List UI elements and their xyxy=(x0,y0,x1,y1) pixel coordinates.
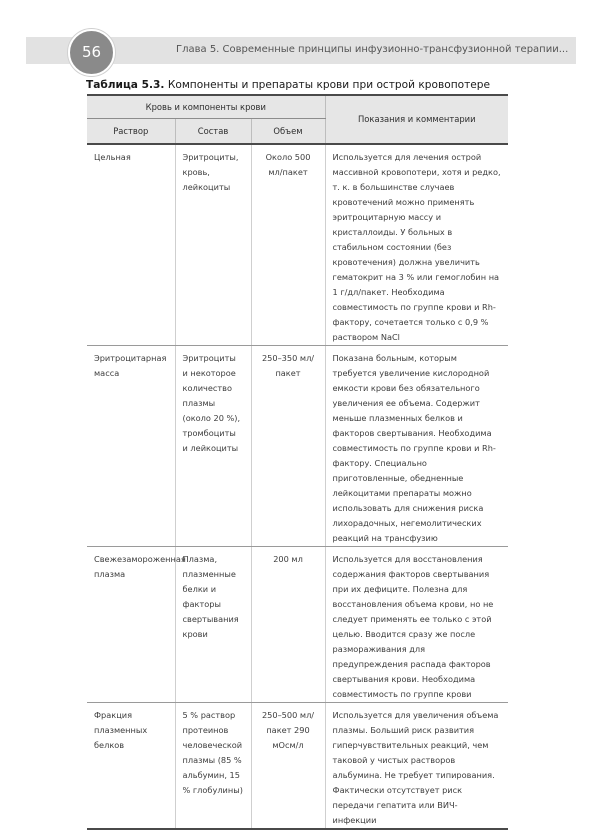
cell-indications: Используется для увеличения объема плазмы. Больший риск развития гиперчувствительных реакций, чем таковой у чистых растворов альбумина. Не требует типирования. Фактически отсутствует риск передачи гепатита или ВИЧ-инфекции xyxy=(325,703,508,830)
cell-composition: 5 % раствор протеинов человеческой плазмы (85 % альбумин, 15 % глобулины) xyxy=(175,703,251,830)
table-row xyxy=(87,144,508,346)
table-row xyxy=(87,703,508,830)
cell-volume: Около 500 мл/пакет xyxy=(251,144,325,346)
table-caption xyxy=(86,79,516,91)
cell-solution: Фракция плазменных белков xyxy=(87,703,175,830)
cell-indications: Используется для восстановления содержания факторов свертывания при их дефиците. Полезна для восстановления объема крови, но не следует применять ее только с этой целью. Вводится сразу же после размораживания для предупреждения распада факторов свертывания крови. Необходима совместимость по группе крови xyxy=(325,547,508,703)
column-header-indications: Показания и комментарии xyxy=(325,95,508,144)
blood-components-table xyxy=(87,94,508,830)
cell-solution: Цельная xyxy=(87,144,175,346)
page-number: 56 xyxy=(68,29,115,76)
column-header-solution: Раствор xyxy=(87,119,175,145)
cell-composition: Плазма, плазменные белки и факторы свертывания крови xyxy=(175,547,251,703)
cell-composition: Эритроциты, кровь, лейкоциты xyxy=(175,144,251,346)
group-header: Кровь и компоненты крови xyxy=(87,95,325,119)
column-header-volume: Объем xyxy=(251,119,325,145)
cell-solution: Свежезамороженная плазма xyxy=(87,547,175,703)
cell-composition: Эритроциты и некоторое количество плазмы (около 20 %), тромбоциты и лейкоциты xyxy=(175,346,251,547)
table-row xyxy=(87,547,508,703)
cell-volume: 200 мл xyxy=(251,547,325,703)
cell-indications: Показана больным, которым требуется увеличение кислородной емкости крови без обязательного увеличения ее объема. Содержит меньше плазменных белков и факторов свертывания. Необходима совместимость по группе крови и Rh-фактору. Специально приготовленные, обедненные лейкоцитами препараты можно использовать для снижения риска лихорадочных, негемолитических реакций на трансфузию xyxy=(325,346,508,547)
table-caption-label: Таблица 5.3. xyxy=(86,79,165,91)
table-caption-text: Компоненты и препараты крови при острой кровопотере xyxy=(167,79,491,91)
cell-volume: 250–350 мл/пакет xyxy=(251,346,325,547)
cell-solution: Эритроцитарная масса xyxy=(87,346,175,547)
cell-volume: 250–500 мл/пакет 290 мОсм/л xyxy=(251,703,325,830)
table-row xyxy=(87,346,508,547)
cell-indications: Используется для лечения острой массивной кровопотери, хотя и редко, т. к. в большинстве случаев кровотечений можно применять эритроцитарную массу и кристаллоиды. У больных в стабильном состоянии (без кровотечения) должна увеличить гематокрит на 3 % или гемоглобин на 1 г/дл/пакет. Необходима совместимость по группе крови и Rh-фактору, сочетается только с 0,9 % раствором NaCl xyxy=(325,144,508,346)
chapter-title: Глава 5. Современные принципы инфузионно-трансфузионной терапии... xyxy=(176,44,568,55)
column-header-composition: Состав xyxy=(175,119,251,145)
